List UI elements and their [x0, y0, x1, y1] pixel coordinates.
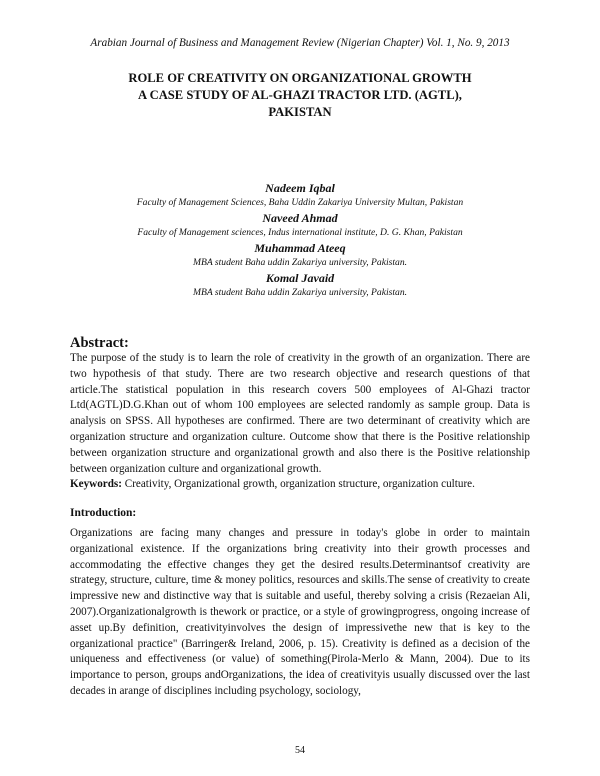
abstract-text: The purpose of the study is to learn the role of creativity in the growth of an organization. There are two hypothesis of that study. There are two research objective and research questions of that article.The statistical population in this research covers 500 employees of Al-Ghazi tractor Ltd(AGTL)D.G.Khan out of whom 100 employees are selected randomly as sample group. Data is analysis on SPSS. All hypotheses are confirmed. There are two determinant of creativity which are organization structure and organization culture. Outcome show that there is the Positive relationship between organization structure and organizational growth and also there is the Positive relationship between organization culture and organizational growth.	[70, 352, 530, 475]
author-name: Naveed Ahmad	[262, 211, 338, 225]
paper-title	[90, 70, 510, 121]
author-affiliation: Faculty of Management Sciences, Baha Uddin Zakariya University Multan, Pakistan	[136, 197, 464, 208]
keywords-line	[70, 477, 530, 493]
page-number: 54	[295, 745, 305, 756]
keywords-text: Creativity, Organizational growth, organization structure, organization culture.	[124, 478, 475, 491]
title-line-2: A CASE STUDY OF AL-GHAZI TRACTOR LTD. (AGTL),	[138, 88, 462, 102]
author-name: Nadeem Iqbal	[265, 181, 335, 195]
keywords-label: Keywords:	[70, 478, 122, 491]
running-head: Arabian Journal of Business and Management Review (Nigerian Chapter) Vol. 1, No. 9, 2013	[90, 37, 510, 49]
author-list	[0, 181, 600, 301]
author-name: Komal Javaid	[265, 271, 335, 285]
title-line-1: ROLE OF CREATIVITY ON ORGANIZATIONAL GROWTH	[128, 71, 472, 85]
author-affiliation: MBA student Baha uddin Zakariya university, Pakistan.	[192, 287, 408, 298]
title-line-3: PAKISTAN	[268, 105, 332, 119]
abstract-heading: Abstract:	[70, 335, 129, 351]
introduction-text: Organizations are facing many changes and pressure in today's globe in order to maintain organizational existence. If the organizations bring creativity into their growth processes and accommodating the effective changes they get the desired results.Determinantsof creativity are strategy, structure, culture, time & money politics, resources and skills.The sense of creativity to create impressive new and distinctive way that is suitable and useful, thereby solving a crisis (Rezaeian Ali, 2007).Organizationalgrowth is thework or practice, or a style of growingprogress, ongoing increase of asset up.By definition, creativityinvolves the design of impressivethe new that is key to the organizational practice" (Barringer& Ireland, 2006, p. 15). Creativity is defined as a decision of the uniqueness and effectiveness (or value) of something(Pirola-Merlo & Mann, 2004). Due to its importance to person, groups andOrganizations, the idea of creativityis usually discussed over the last decades in arange of disciplines including psychology, sociology,	[70, 527, 530, 697]
abstract-section	[70, 351, 530, 493]
author-name: Muhammad Ateeq	[254, 241, 346, 255]
author-affiliation: MBA student Baha uddin Zakariya university, Pakistan.	[192, 257, 408, 268]
introduction-heading: Introduction:	[70, 507, 137, 519]
author-affiliation: Faculty of Management sciences, Indus international institute, D. G. Khan, Pakistan	[137, 227, 463, 238]
